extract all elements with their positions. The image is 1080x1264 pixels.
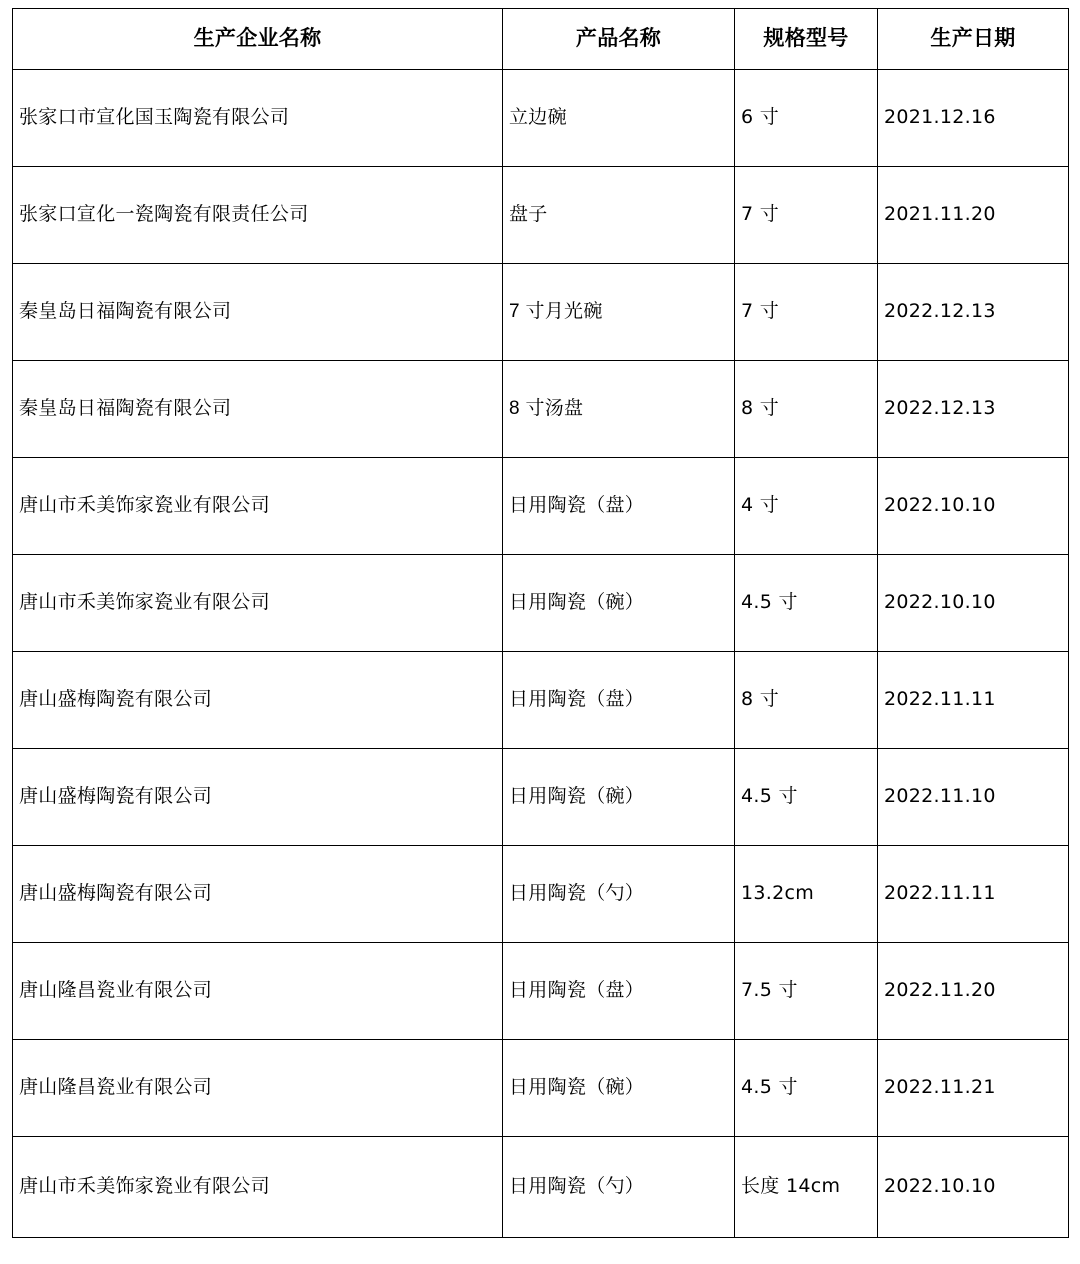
cell-product: 日用陶瓷（盘） [503,943,735,1040]
column-header-product: 产品名称 [503,9,735,70]
table-row [13,943,1069,1040]
cell-product: 8 寸汤盘 [503,361,735,458]
cell-spec: 8 寸 [735,361,878,458]
cell-spec: 13.2cm [735,846,878,943]
cell-company: 秦皇岛日福陶瓷有限公司 [13,264,503,361]
cell-company: 唐山隆昌瓷业有限公司 [13,943,503,1040]
cell-date: 2021.11.20 [878,167,1069,264]
cell-spec: 6 寸 [735,70,878,167]
cell-spec: 长度 14cm [735,1137,878,1238]
cell-spec: 7 寸 [735,167,878,264]
column-header-company: 生产企业名称 [13,9,503,70]
cell-date: 2022.10.10 [878,1137,1069,1238]
table-row [13,652,1069,749]
table-row [13,458,1069,555]
cell-product: 日用陶瓷（勺） [503,846,735,943]
table-row [13,361,1069,458]
table-row [13,264,1069,361]
table-row [13,70,1069,167]
cell-date: 2022.12.13 [878,264,1069,361]
table-row [13,1040,1069,1137]
cell-date: 2022.11.10 [878,749,1069,846]
cell-product: 日用陶瓷（碗） [503,749,735,846]
cell-company: 唐山市禾美饰家瓷业有限公司 [13,1137,503,1238]
table-row [13,846,1069,943]
cell-company: 唐山盛梅陶瓷有限公司 [13,652,503,749]
cell-company: 张家口市宣化国玉陶瓷有限公司 [13,70,503,167]
cell-spec: 4 寸 [735,458,878,555]
cell-spec: 4.5 寸 [735,555,878,652]
cell-spec: 4.5 寸 [735,749,878,846]
cell-product: 日用陶瓷（盘） [503,458,735,555]
cell-date: 2022.12.13 [878,361,1069,458]
cell-spec: 4.5 寸 [735,1040,878,1137]
cell-date: 2022.11.11 [878,652,1069,749]
table-body [13,70,1069,1238]
column-header-date: 生产日期 [878,9,1069,70]
cell-date: 2022.10.10 [878,458,1069,555]
cell-company: 唐山市禾美饰家瓷业有限公司 [13,555,503,652]
cell-date: 2022.11.20 [878,943,1069,1040]
product-inspection-table [12,8,1069,1238]
cell-company: 秦皇岛日福陶瓷有限公司 [13,361,503,458]
cell-date: 2021.12.16 [878,70,1069,167]
cell-date: 2022.11.11 [878,846,1069,943]
column-header-spec: 规格型号 [735,9,878,70]
table-row [13,1137,1069,1238]
cell-product: 日用陶瓷（勺） [503,1137,735,1238]
cell-product: 7 寸月光碗 [503,264,735,361]
cell-spec: 7.5 寸 [735,943,878,1040]
table-row [13,749,1069,846]
cell-spec: 7 寸 [735,264,878,361]
table-header-row [13,9,1069,70]
cell-company: 唐山隆昌瓷业有限公司 [13,1040,503,1137]
cell-company: 唐山市禾美饰家瓷业有限公司 [13,458,503,555]
table-header [13,9,1069,70]
cell-product: 日用陶瓷（盘） [503,652,735,749]
cell-company: 唐山盛梅陶瓷有限公司 [13,846,503,943]
cell-product: 日用陶瓷（碗） [503,1040,735,1137]
cell-company: 张家口宣化一瓷陶瓷有限责任公司 [13,167,503,264]
table-row [13,167,1069,264]
cell-product: 立边碗 [503,70,735,167]
cell-date: 2022.10.10 [878,555,1069,652]
cell-product: 日用陶瓷（碗） [503,555,735,652]
cell-product: 盘子 [503,167,735,264]
cell-spec: 8 寸 [735,652,878,749]
cell-date: 2022.11.21 [878,1040,1069,1137]
table-row [13,555,1069,652]
cell-company: 唐山盛梅陶瓷有限公司 [13,749,503,846]
